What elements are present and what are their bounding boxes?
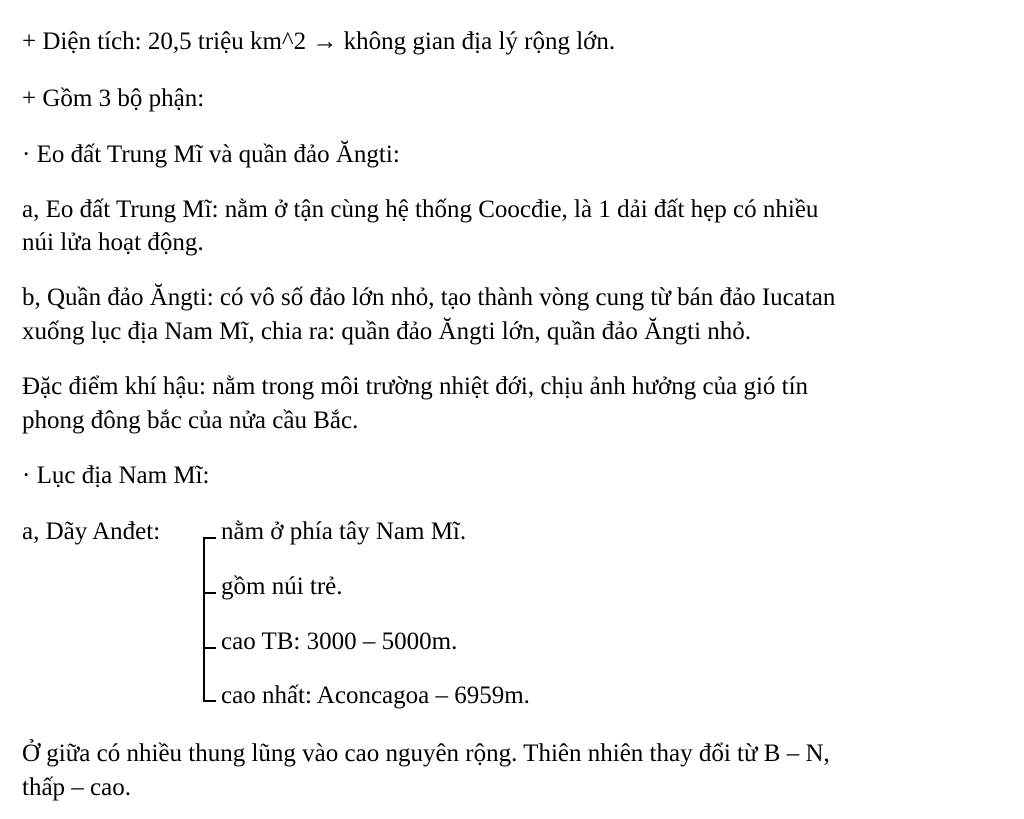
parts-heading: + Gồm 3 bộ phận: [22, 85, 205, 112]
isthmus-line-1: a, Eo đất Trung Mĩ: nằm ở tận cùng hệ thống Coocđie, là 1 dải đất hẹp có nhiều [22, 196, 819, 223]
antilles-line-2: xuống lục địa Nam Mĩ, chia ra: quần đảo Ăngti lớn, quần đảo Ăngti nhỏ. [22, 318, 752, 345]
bracket-vertical-line [203, 537, 205, 701]
closing-line-1: Ở giữa có nhiều thung lũng vào cao nguyên rộng. Thiên nhiên thay đổi từ B – N, [22, 740, 830, 767]
andes-label: a, Dãy Anđet: [22, 518, 161, 545]
bracket-tick [203, 700, 216, 702]
andes-section [22, 515, 722, 715]
andes-item-location: nằm ở phía tây Nam Mĩ. [221, 518, 467, 545]
climate-line-1: Đặc điểm khí hậu: nằm trong môi trường nhiệt đới, chịu ảnh hưởng của gió tín [22, 373, 809, 400]
isthmus-line-2: núi lửa hoạt động. [22, 229, 204, 256]
climate-line-2: phong đông bắc của nửa cầu Bắc. [22, 407, 359, 434]
antilles-line-1: b, Quần đảo Ăngti: có vô số đảo lớn nhỏ, tạo thành vòng cung từ bán đảo Iucatan [22, 284, 836, 311]
central-america-heading: · Eo đất Trung Mĩ và quần đảo Ăngti: [22, 141, 400, 168]
andes-item-average-height: cao TB: 3000 – 5000m. [221, 628, 458, 655]
bracket-tick [203, 592, 216, 594]
closing-line-2: thấp – cao. [22, 774, 131, 801]
bracket-tick [203, 537, 216, 539]
andes-item-young-mountains: gồm núi trẻ. [221, 573, 343, 600]
andes-item-highest-peak: cao nhất: Aconcagoa – 6959m. [221, 682, 530, 709]
bracket-tick [203, 647, 216, 649]
area-line: + Diện tích: 20,5 triệu km^2 → không gian địa lý rộng lớn. [22, 28, 616, 55]
south-america-heading: · Lục địa Nam Mĩ: [22, 462, 210, 489]
